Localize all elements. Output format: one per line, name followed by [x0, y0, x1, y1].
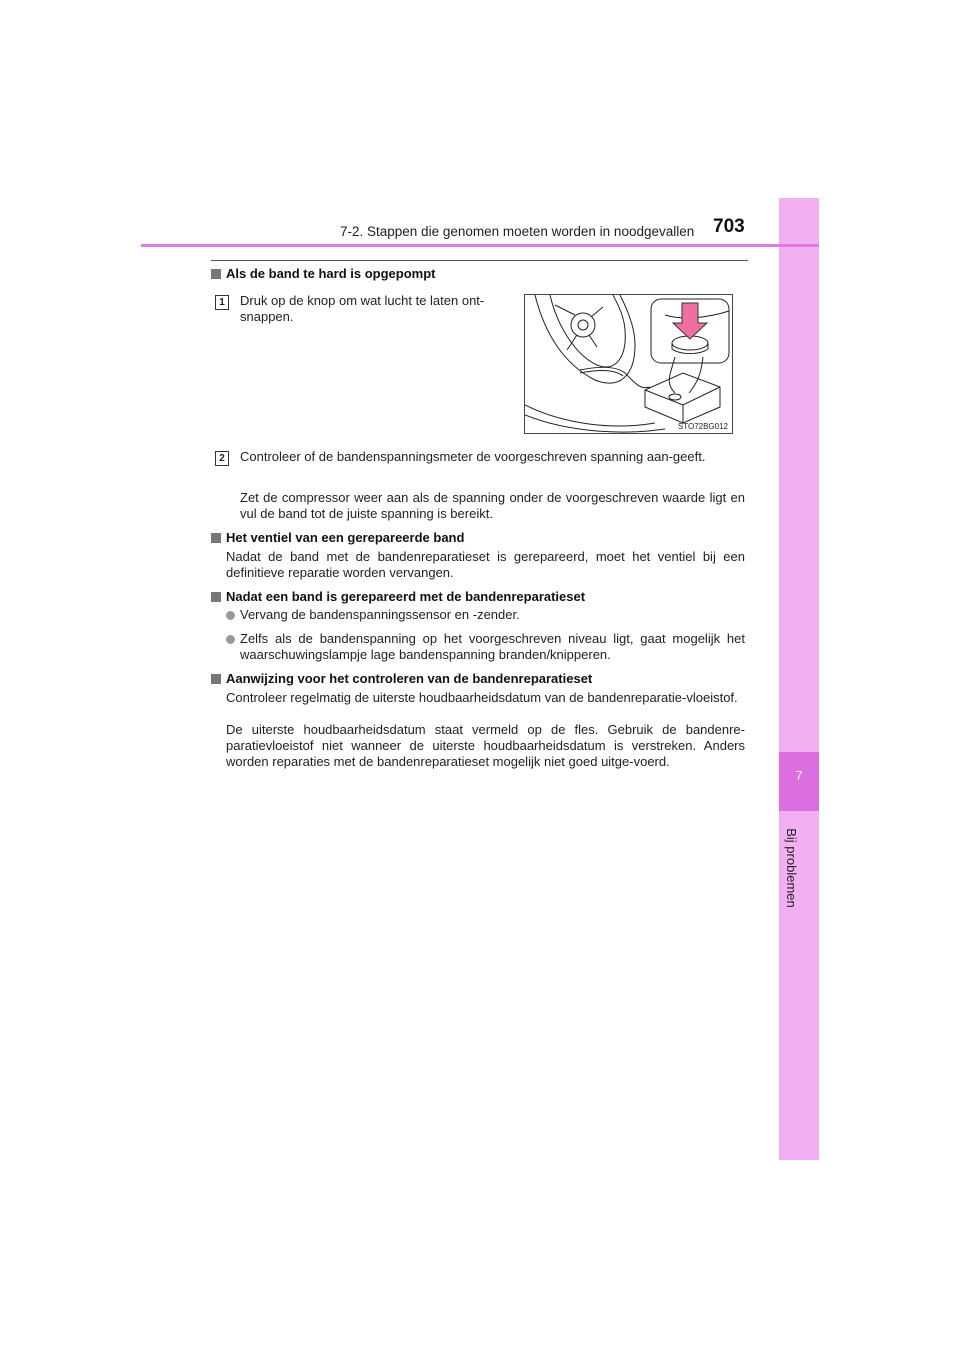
valve-text: Nadat de band met de bandenreparatieset is gerepareerd, moet het ventiel bij een definitieve reparatie worden vervangen. [226, 549, 745, 580]
section-title-too-hard: Als de band te hard is opgepompt [211, 266, 435, 281]
section-title-after-repair: Nadat een band is gerepareerd met de bandenreparatieset [211, 589, 585, 604]
page-number: 703 [713, 216, 745, 237]
chapter-number: 7 [795, 768, 803, 783]
square-bullet-icon [211, 533, 221, 543]
tire-compressor-image [525, 295, 732, 433]
square-bullet-icon [211, 674, 221, 684]
after-repair-bullet-1: Vervang de bandenspanningssensor en -zender. [240, 607, 520, 622]
round-bullet-icon [226, 635, 235, 644]
check-text-1: Controleer regelmatig de uiterste houdbaarheidsdatum van de bandenreparatie-vloeistof. [226, 690, 738, 705]
step-number-1: 1 [215, 295, 229, 310]
compressor-illustration [524, 294, 733, 434]
step-number-2: 2 [215, 451, 229, 466]
running-header: 7-2. Stappen die genomen moeten worden in noodgevallen [340, 224, 695, 239]
round-bullet-icon [226, 611, 235, 620]
chapter-title: Bij problemen [784, 828, 799, 908]
check-text-2: De uiterste houdbaarheidsdatum staat vermeld op de fles. Gebruik de bandenre-paratievloeistof niet wanneer de uiterste houdbaarheidsdatum is verstreken. Anders worden reparaties met de bandenreparatieset mogelijk niet goed uitge-voerd. [226, 722, 745, 769]
header-divider [141, 244, 819, 247]
after-repair-bullet-2: Zelfs als de bandenspanning op het voorgeschreven niveau ligt, gaat mogelijk het waarschuwingslampje lage bandenspanning branden/knipperen. [240, 631, 745, 662]
step-1-text: Druk op de knop om wat lucht te laten ont-snappen. [240, 293, 485, 324]
figure-code: STO72BG012 [677, 422, 728, 431]
square-bullet-icon [211, 592, 221, 602]
top-rule [211, 260, 748, 261]
step-2-note: Zet de compressor weer aan als de spanning onder de voorgeschreven waarde ligt en vul de band tot de juiste spanning is bereikt. [240, 490, 745, 521]
section-title-check: Aanwijzing voor het controleren van de bandenreparatieset [211, 671, 592, 686]
step-2-text: Controleer of de bandenspanningsmeter de voorgeschreven spanning aan-geeft. [240, 449, 706, 464]
section-title-valve: Het ventiel van een gerepareerde band [211, 530, 464, 545]
square-bullet-icon [211, 269, 221, 279]
chapter-side-tab [779, 198, 819, 1160]
